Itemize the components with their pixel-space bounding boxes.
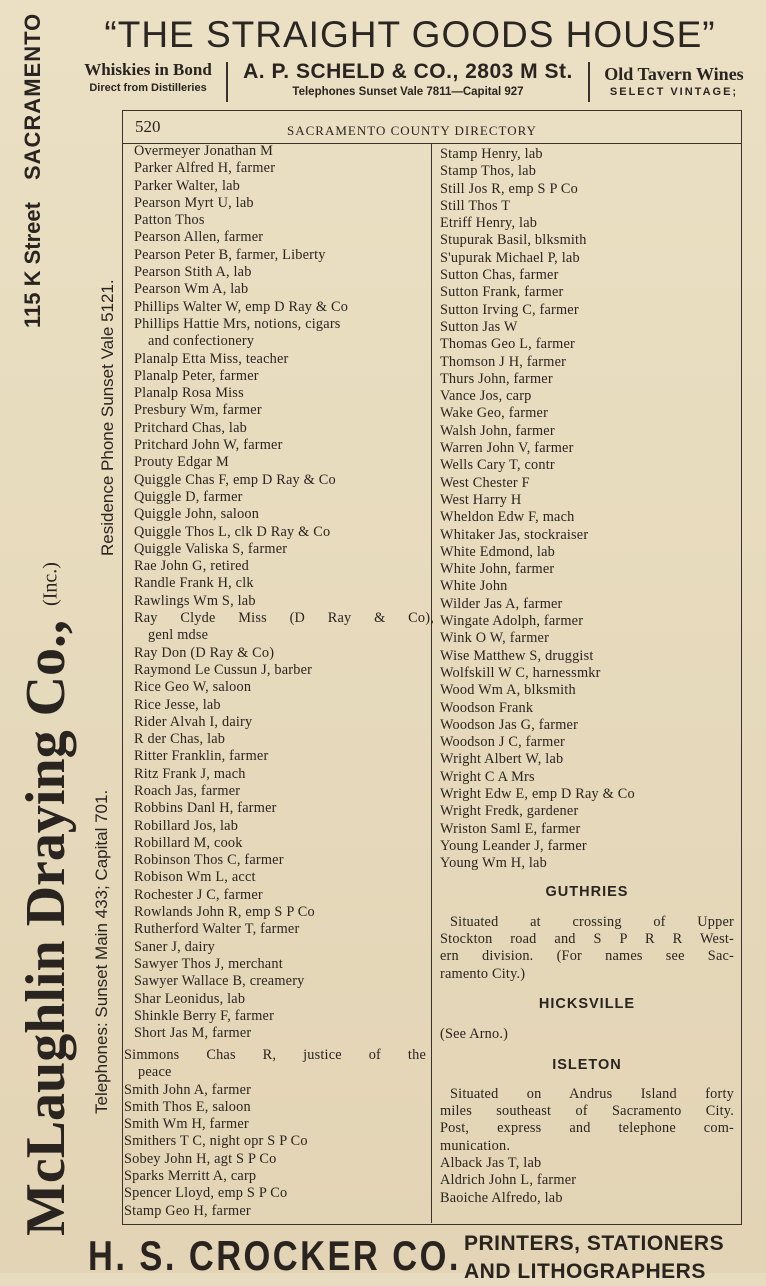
banner-title: “THE STRAIGHT GOODS HOUSE” — [104, 14, 716, 55]
directory-entry: Warren John V, farmer — [440, 440, 574, 457]
directory-entry: Young Leander J, farmer — [440, 837, 587, 854]
directory-entry: Overmeyer Jonathan M — [134, 143, 273, 159]
side-ad-company — [14, 562, 78, 1236]
directory-entry: Phillips Walter W, emp D Ray & Co — [134, 298, 349, 315]
directory-entry: Ritz Frank J, mach — [134, 765, 246, 782]
directory-entry: Wriston Saml E, farmer — [440, 820, 581, 837]
isleton-entry: Baoiche Alfredo, lab — [440, 1189, 563, 1206]
side-ad-city: SACRAMENTO — [20, 12, 45, 181]
directory-entry: Wright Fredk, gardener — [440, 803, 579, 820]
directory-entry: White John — [440, 578, 508, 595]
directory-entry: Pearson Peter B, farmer, Liberty — [134, 246, 326, 263]
directory-entry: R der Chas, lab — [134, 731, 226, 748]
directory-entry: Walsh John, farmer — [440, 422, 555, 439]
directory-entry: Planalp Rosa Miss — [134, 385, 244, 402]
directory-entry: Whitaker Jas, stockraiser — [440, 526, 589, 543]
directory-entry: Still Thos T — [440, 197, 511, 214]
directory-entry: Shar Leonidus, lab — [134, 990, 246, 1007]
directory-entry: Woodson Frank — [440, 699, 534, 716]
directory-entry: Wells Cary T, contr — [440, 457, 555, 474]
directory-entry: Woodson Jas G, farmer — [440, 716, 579, 733]
isleton-line: munication. — [440, 1137, 511, 1154]
section-title-guthries: GUTHRIES — [545, 884, 629, 901]
directory-entry: Wright C A Mrs — [440, 768, 535, 785]
directory-entry: Quiggle Chas F, emp D Ray & Co — [134, 471, 336, 488]
isleton-entry: Aldrich John L, farmer — [440, 1172, 577, 1189]
banner-left — [72, 60, 224, 94]
directory-entry: Wilder Jas A, farmer — [440, 595, 563, 612]
directory-entry: Robillard M, cook — [134, 834, 243, 851]
directory-entry: Young Wm H, lab — [440, 855, 547, 872]
directory-entry: Stamp Henry, lab — [440, 146, 543, 162]
footer-services — [464, 1230, 724, 1286]
directory-entry: Presbury Wm, farmer — [134, 402, 262, 419]
banner-right-big: Old Tavern Wines — [604, 64, 744, 84]
directory-entry: Quiggle John, saloon — [134, 506, 260, 523]
side-ad-inc: (Inc.) — [39, 562, 62, 606]
footer-company: H. S. CROCKER CO. — [88, 1232, 461, 1279]
directory-entry-continuation: and confectionery — [148, 333, 255, 350]
directory-entry: Stamp Thos, lab — [440, 163, 537, 180]
side-ad-address-line — [20, 13, 46, 328]
directory-entry: Wheldon Edw F, mach — [440, 509, 575, 526]
directory-entry: Rutherford Walter T, farmer — [134, 921, 300, 938]
section-title-isleton: ISLETON — [552, 1056, 622, 1073]
side-ad-company-name: McLaughlin Draying Co., — [15, 619, 77, 1236]
directory-entry: Pearson Stith A, lab — [134, 264, 252, 281]
directory-entry: Wright Albert W, lab — [440, 751, 564, 768]
directory-entry: Short Jas M, farmer — [134, 1025, 252, 1042]
directory-entry: Thomas Geo L, farmer — [440, 336, 576, 353]
directory-entry: Wright Edw E, emp D Ray & Co — [440, 785, 635, 802]
directory-entry: Smith Thos E, saloon — [124, 1098, 251, 1115]
directory-entry: Parker Alfred H, farmer — [134, 160, 276, 177]
footer-services-line2: AND LITHOGRAPHERS — [464, 1260, 706, 1283]
directory-entry-continuation: peace — [138, 1064, 172, 1081]
banner-divider — [226, 62, 228, 102]
directory-entry: Robison Wm L, acct — [134, 869, 256, 886]
directory-entry: Thomson J H, farmer — [440, 353, 567, 370]
directory-entry: Rochester J C, farmer — [134, 886, 263, 903]
directory-column-left — [134, 143, 434, 1042]
banner-left-small: Direct from Distilleries — [89, 82, 207, 94]
directory-entry-continuation: genl mdse — [148, 627, 209, 644]
banner-right — [594, 64, 754, 98]
directory-entry: Robillard Jos, lab — [134, 817, 239, 834]
directory-entry: Raymond Le Cussun J, barber — [134, 661, 313, 678]
section-title-hicksville: HICKSVILLE — [538, 995, 636, 1012]
directory-entry: Thurs John, farmer — [440, 370, 553, 387]
directory-entry: Patton Thos — [134, 212, 205, 229]
directory-entry: Sawyer Thos J, merchant — [134, 955, 283, 972]
directory-entry: Sutton Chas, farmer — [440, 267, 559, 284]
directory-entry: Etriff Henry, lab — [440, 215, 538, 232]
banner-row — [72, 60, 752, 104]
directory-entry: White Edmond, lab — [440, 543, 555, 560]
directory-entry: Wolfskill W C, harnessmkr — [440, 664, 601, 681]
guthries-line: Stockton road and S P R R West- — [440, 931, 734, 948]
directory-entry: Robinson Thos C, farmer — [134, 852, 284, 869]
page-header: SACRAMENTO COUNTY DIRECTORY — [287, 123, 537, 138]
footer-services-line1: PRINTERS, STATIONERS — [464, 1232, 725, 1255]
directory-entry: Wink O W, farmer — [440, 630, 550, 647]
directory-entry: Ritter Franklin, farmer — [134, 748, 269, 765]
isleton-line: miles southeast of Sacramento City. — [440, 1103, 734, 1120]
directory-entry: Smith John A, farmer — [124, 1081, 252, 1098]
banner-right-small: SELECT VINTAGE; — [609, 86, 739, 98]
directory-entry: Stamp Geo H, farmer — [124, 1202, 251, 1219]
directory-entry: Phillips Hattie Mrs, notions, cigars — [134, 315, 341, 332]
directory-column-left-lower — [124, 1047, 426, 1220]
directory-entry: Wake Geo, farmer — [440, 405, 549, 422]
banner-middle — [232, 60, 584, 98]
banner-middle-small: Telephones Sunset Vale 7811—Capital 927 — [292, 86, 524, 98]
directory-entry: Parker Walter, lab — [134, 177, 241, 194]
page-number: 520 — [135, 117, 161, 136]
directory-entry: Quiggle Thos L, clk D Ray & Co — [134, 523, 331, 540]
directory-entry: Pritchard John W, farmer — [134, 437, 283, 454]
directory-column-right — [440, 146, 734, 1207]
isleton-line: Post, express and telephone com- — [440, 1120, 734, 1137]
directory-entry: Sawyer Wallace B, creamery — [134, 973, 305, 990]
directory-entry: Sutton Irving C, farmer — [440, 301, 579, 318]
side-ad-residence-phone: Residence Phone Sunset Vale 5121. — [98, 279, 117, 556]
directory-entry: Still Jos R, emp S P Co — [440, 180, 578, 197]
directory-entry: West Chester F — [440, 474, 530, 491]
hicksville-text: (See Arno.) — [440, 1026, 509, 1043]
directory-entry: Pearson Wm A, lab — [134, 281, 249, 298]
side-ad-phones: Telephones: Sunset Main 433; Capital 701. — [92, 789, 111, 1114]
directory-entry: West Harry H — [440, 491, 522, 508]
guthries-line: Situated at crossing of Upper — [450, 913, 734, 930]
directory-entry: Rowlands John R, emp S P Co — [134, 904, 315, 921]
banner-divider — [588, 62, 590, 102]
directory-entry: Pearson Allen, farmer — [134, 229, 264, 246]
directory-entry: White John, farmer — [440, 561, 555, 578]
directory-entry: Smith Wm H, farmer — [124, 1116, 249, 1133]
directory-entry: Sparks Merritt A, carp — [124, 1168, 257, 1185]
directory-entry: S'upurak Michael P, lab — [440, 249, 580, 266]
guthries-line: ern division. (For names see Sac- — [440, 948, 734, 965]
directory-entry: Pearson Myrt U, lab — [134, 194, 254, 211]
directory-entry: Randle Frank H, clk — [134, 575, 254, 592]
directory-entry: Quiggle Valiska S, farmer — [134, 540, 288, 557]
directory-entry: Wood Wm A, blksmith — [440, 682, 576, 699]
directory-entry: Simmons Chas R, justice of the — [124, 1047, 426, 1063]
directory-entry: Stupurak Basil, blksmith — [440, 232, 587, 249]
directory-entry: Rawlings Wm S, lab — [134, 592, 256, 609]
directory-entry: Rae John G, retired — [134, 558, 249, 575]
directory-entry: Rice Geo W, saloon — [134, 679, 252, 696]
isleton-line: Situated on Andrus Island forty — [450, 1085, 734, 1102]
directory-entry: Sobey John H, agt S P Co — [124, 1150, 277, 1167]
guthries-line: ramento City.) — [440, 965, 526, 982]
directory-entry: Smithers T C, night opr S P Co — [124, 1133, 308, 1150]
directory-entry: Rider Alvah I, dairy — [134, 713, 253, 730]
isleton-entry: Alback Jas T, lab — [440, 1155, 542, 1172]
directory-entry: Prouty Edgar M — [134, 454, 229, 471]
directory-entry: Ray Don (D Ray & Co) — [134, 644, 275, 661]
directory-entry: Sutton Frank, farmer — [440, 284, 564, 301]
directory-entry: Robbins Danl H, farmer — [134, 800, 277, 817]
directory-entry: Wise Matthew S, druggist — [440, 647, 594, 664]
directory-entry: Roach Jas, farmer — [134, 782, 241, 799]
directory-entry: Ray Clyde Miss (D Ray & Co), — [134, 610, 434, 627]
directory-entry: Planalp Etta Miss, teacher — [134, 350, 289, 367]
banner-left-big: Whiskies in Bond — [84, 60, 212, 79]
directory-entry: Shinkle Berry F, farmer — [134, 1007, 275, 1024]
directory-entry: Planalp Peter, farmer — [134, 367, 259, 384]
directory-entry: Quiggle D, farmer — [134, 488, 243, 505]
directory-entry: Vance Jos, carp — [440, 388, 532, 405]
directory-entry: Sutton Jas W — [440, 318, 518, 335]
directory-entry: Pritchard Chas, lab — [134, 419, 247, 436]
directory-entry: Wingate Adolph, farmer — [440, 613, 584, 630]
directory-entry: Woodson J C, farmer — [440, 734, 565, 751]
directory-entry: Spencer Lloyd, emp S P Co — [124, 1185, 288, 1202]
directory-entry: Saner J, dairy — [134, 938, 216, 955]
banner-middle-big: A. P. SCHELD & CO., 2803 M St. — [243, 60, 573, 83]
directory-entry: Rice Jesse, lab — [134, 696, 221, 713]
side-ad-address: 115 K Street — [20, 202, 45, 328]
